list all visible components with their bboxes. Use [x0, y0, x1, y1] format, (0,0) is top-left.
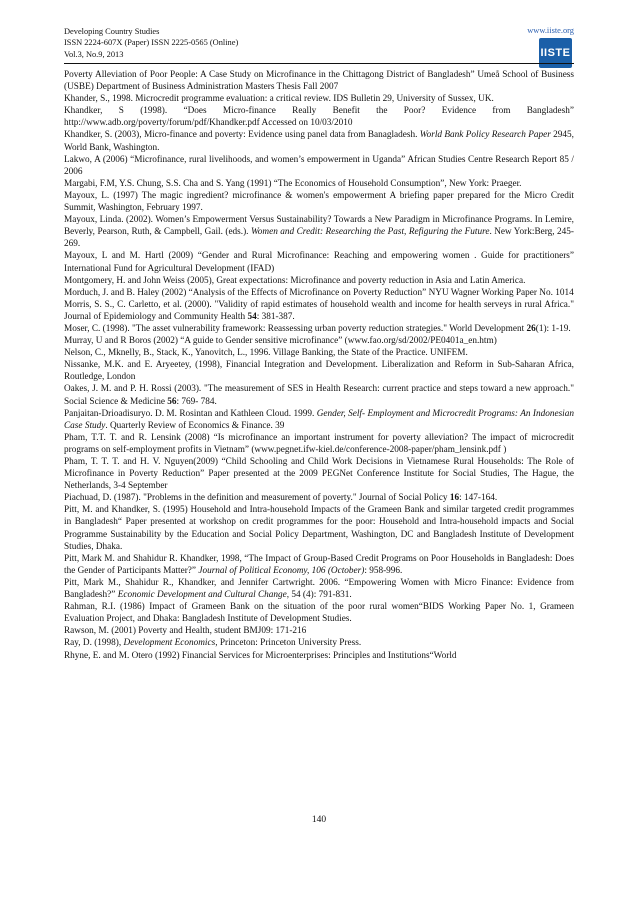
reference-italic-text: Women and Credit: Researching the Past, Refiguring the Future: [250, 227, 490, 238]
reference-text: : 769- 784.: [176, 396, 217, 407]
reference-text: Murray, U and R Boros (2002) “A guide to Gender sensitive microfinance” (www.fao.org/sd/2002/PE0401a_en.htm): [64, 336, 497, 347]
reference-entry: [64, 650, 574, 662]
reference-text: Margabi, F.M, Y.S. Chung, S.S. Cha and S. Yang (1991) “The Economics of Household Consumption”, New York: Praeger.: [64, 178, 522, 189]
reference-text: Khandker, S. (2003), Micro-finance and poverty: Evidence using panel data from Banagladesh.: [64, 130, 420, 141]
reference-entry: [64, 93, 574, 105]
reference-text: : 958-996.: [364, 565, 403, 576]
reference-italic-text: Development Economics: [123, 638, 216, 649]
reference-text: Lakwo, A (2006) “Microfinance, rural livelihoods, and women’s empowerment in Uganda” African Studies Centre Research Report 85 / 2006: [64, 154, 574, 177]
reference-entry: [64, 492, 574, 504]
reference-text: Pham, T. T. T. and H. V. Nguyen(2009) “Child Schooling and Child Work Decisions in Vietnamese Rural Households: The Role of Microfinance in Poverty Reduction” Paper presented at the 2009 PEGNet Conference Institute for Social Studies, The Hague, the Netherlands, 3-4 September: [64, 457, 574, 492]
journal-volume: Vol.3, No.9, 2013: [64, 49, 124, 59]
reference-bold-text: 56: [167, 396, 177, 407]
reference-list: [64, 69, 574, 662]
reference-entry: [64, 383, 574, 407]
reference-entry: [64, 323, 574, 335]
reference-entry: [64, 129, 574, 153]
reference-entry: [64, 347, 574, 359]
reference-entry: [64, 250, 574, 274]
reference-bold-text: 16: [449, 493, 460, 504]
reference-entry: [64, 625, 574, 637]
page-number: 140: [311, 815, 327, 825]
reference-entry: [64, 275, 574, 287]
reference-text: Morduch, J. and B. Haley (2002) “Analysis of the Effects of Microfinance on Poverty Reduction” NYU Wagner Working Paper No. 1014: [64, 287, 574, 298]
reference-entry: [64, 69, 574, 93]
reference-text: Oakes, J. M. and P. H. Rossi (2003). "The measurement of SES in Health Research: current practice and steps toward a new approach." Social Science & Medicine: [64, 384, 574, 407]
reference-entry: [64, 299, 574, 323]
reference-italic-text: Economic Development and Cultural Change,: [117, 590, 290, 601]
reference-entry: [64, 178, 574, 190]
reference-text: Mayoux, L and M. Hartl (2009) “Gender and Rural Microfinance: Reaching and empowering women . Guide for practitioners” International Fund for Agricultural Development (IFAD): [64, 251, 574, 274]
reference-bold-text: 26: [526, 323, 536, 334]
reference-text: Poverty Alleviation of Poor People: A Case Study on Microfinance in the Chittagong District of Bangladesh” Umeå School of Business (USBE) Department of Business Administration Masters Thesis Fall 2007: [64, 70, 574, 93]
reference-text: Mayoux, Linda. (2002). Women’s Empowerment Versus Sustainability? Towards a New Paradigm in Microfinance Programs. In Lemire, Beverly, Pearson, Ruth, & Campbell, Gail. (eds.).: [64, 215, 574, 238]
reference-italic-text: World Bank Policy Research Paper: [419, 130, 551, 141]
reference-text: Pitt, Mark M. and Shahidur R. Khandker, 1998, “The Impact of Group-Based Credit Programs on Poor Households in Bangladesh: Does the Gender of Participants Matter?”: [64, 553, 574, 576]
reference-text: Khander, S., 1998. Microcredit programme evaluation: a critical review. IDS Bulletin 29, University of Sussex, UK.: [64, 94, 494, 105]
reference-text: Pitt, M. and Khandker, S. (1995) Household and Intra-household Impacts of the Grameen Bank and similar targeted credit programmes in Bangladesh“ Paper presented at workshop on credit programmes for the poor: Household and Intra-household impacts and Social Programme Sustainability by the Education and Social Policy Department, Washington, DC and Bangladesh Institute of Development Studies, Dhaka.: [64, 505, 574, 552]
reference-entry: [64, 504, 574, 552]
journal-name: Developing Country Studies: [64, 27, 160, 36]
reference-text: Pham, T.T. T. and R. Lensink (2008) “Is microfinance an important instrument for poverty alleviation? The impact of microcredit programs on self-employment profits in Vietnam” (www.pegnet.ifw-kiel.de/conference-2008-paper/pham_lensink.pdf ): [64, 432, 574, 455]
reference-entry: [64, 637, 574, 649]
reference-text: 54 (4): 791-831.: [289, 590, 352, 601]
reference-entry: [64, 214, 574, 250]
reference-entry: [64, 287, 574, 299]
reference-text: : 381-387.: [256, 311, 295, 322]
reference-entry: [64, 154, 574, 178]
reference-text: Nelson, C., Mknelly, B., Stack, K., Yanovitch, L., 1996. Village Banking, the State of the Practice. UNIFEM.: [64, 348, 468, 359]
reference-text: Morris, S. S., C. Carletto, et al. (2000). "Validity of rapid estimates of household wealth and income for health serveys in rural Africa." Journal of Epidemiology and Community Health: [64, 299, 574, 322]
reference-entry: [64, 553, 574, 577]
iiste-logo: IISTE: [539, 38, 572, 68]
journal-header: [64, 26, 574, 60]
reference-text: 2945, World Bank, Washington.: [64, 130, 574, 153]
reference-entry: [64, 190, 574, 214]
reference-entry: [64, 335, 574, 347]
reference-text: (1): 1-19.: [535, 323, 571, 334]
reference-text: Rawson, M. (2001) Poverty and Health, student BMJ09: 171-216: [64, 626, 307, 637]
reference-text: Piachuad, D. (1987). "Problems in the definition and measurement of poverty." Journal of Social Policy: [64, 493, 450, 504]
header-divider: [64, 63, 574, 64]
journal-issn: ISSN 2224-607X (Paper) ISSN 2225-0565 (Online): [64, 38, 239, 48]
reference-text: Rhyne, E. and M. Otero (1992) Financial Services for Microenterprises: Principles and Institutions“World: [64, 650, 457, 661]
reference-text: . Quarterly Review of Economics & Finance. 39: [105, 420, 285, 431]
reference-italic-text: Journal of Political Economy, 106 (October): [198, 565, 365, 576]
reference-text: Rahman, R.I. (1986) Impact of Grameen Bank on the situation of the poor rural women“BIDS Working Paper No. 1, Grameen Evaluation Project, and Dhaka: Bangladesh Institute of Development Studies.: [64, 602, 574, 625]
reference-italic-text: Gender, Self- Employment and Microcredit Programs: An Indonesian Case Study: [64, 408, 574, 431]
reference-text: Moser, C. (1998). "The asset vulnerability framework: Reassessing urban poverty reduction strategies." World Development: [64, 323, 527, 334]
reference-entry: [64, 408, 574, 432]
reference-text: Montgomery, H. and John Weiss (2005), Great expectations: Microfinance and poverty reduction in Asia and Latin America.: [64, 275, 526, 286]
reference-entry: [64, 105, 574, 129]
reference-entry: [64, 359, 574, 383]
reference-text: : 147-164.: [459, 493, 498, 504]
journal-url-link[interactable]: www.iiste.org: [527, 26, 574, 35]
reference-text: Pitt, Mark M., Shahidur R., Khandker, and Jennifer Cartwright. 2006. “Empowering Women with Micro Finance: Evidence from Bangladesh?”: [64, 577, 574, 601]
reference-text: Panjaitan-Drioadisuryo. D. M. Rosintan and Kathleen Cloud. 1999.: [64, 408, 317, 419]
reference-bold-text: 54: [247, 311, 257, 322]
reference-text: Khandker, S (1998). “Does Micro-finance Really Benefit the Poor? Evidence from Bangladesh” http://www.adb.org/poverty/forum/pdf/Khandker.pdf Accessed on 10/03/2010: [64, 106, 574, 129]
reference-entry: [64, 577, 574, 601]
reference-text: Ray, D. (1998),: [64, 638, 124, 649]
reference-text: Mayoux, L. (1997) The magic ingredient? microfinance & women's empowerment A briefing paper prepared for the Micro Credit Summit, Washington, February 1997.: [64, 190, 574, 214]
reference-entry: [64, 432, 574, 456]
reference-entry: [64, 456, 574, 492]
reference-text: Nissanke, M.K. and E. Aryeetey, (1998), Financial Integration and Development. Liberalization and Reform in Sub-Saharan Africa, Routledge, London: [64, 360, 574, 383]
reference-entry: [64, 601, 574, 625]
reference-text: . New York:Berg, 245-269.: [64, 227, 574, 250]
reference-text: , Princeton: Princeton University Press.: [215, 638, 362, 649]
